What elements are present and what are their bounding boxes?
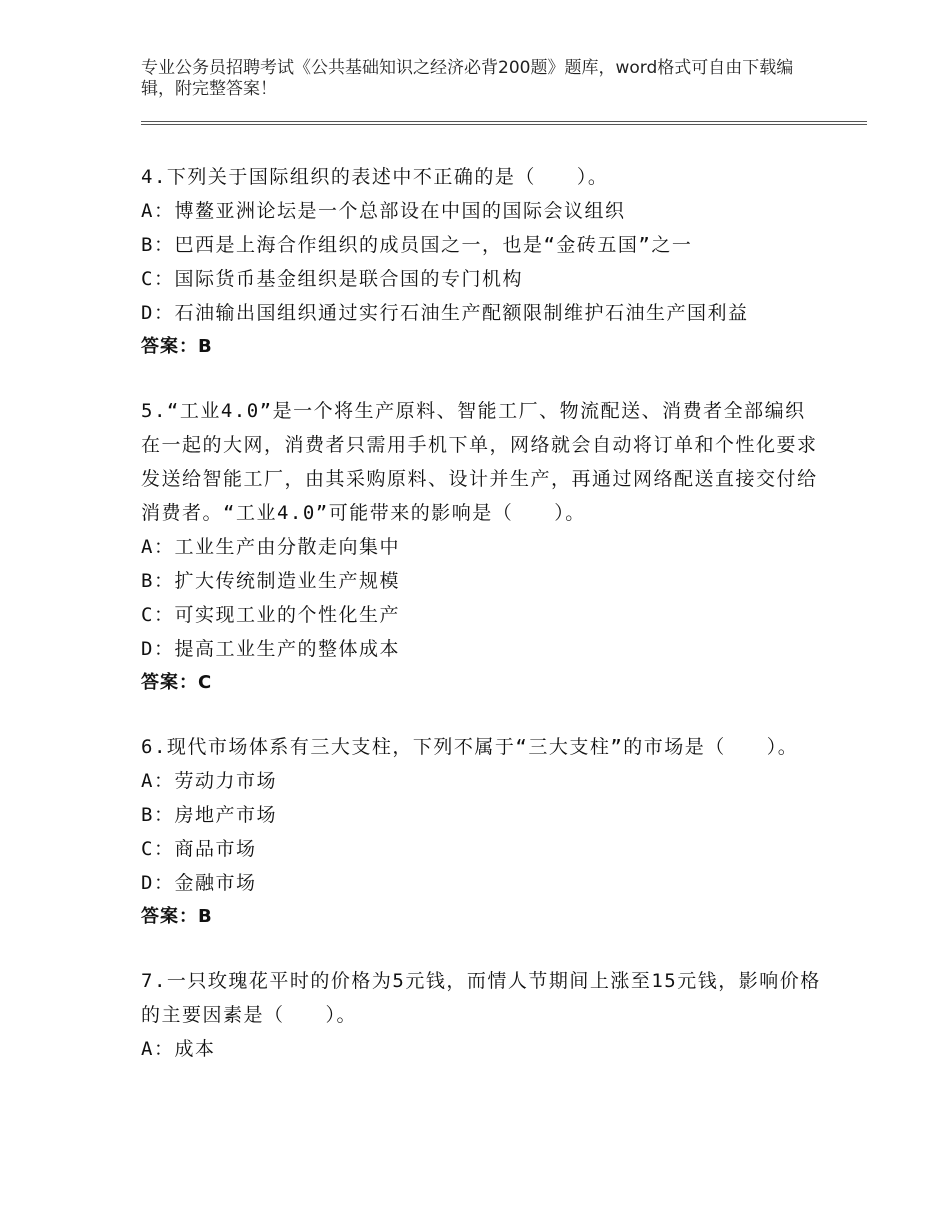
question-6 [141,730,821,934]
question-7 [141,964,821,1066]
answer-label: 答案：B [141,336,213,357]
question-5 [141,394,821,700]
option-b: B：房地产市场 [141,804,277,826]
option-c: C：国际货币基金组织是联合国的专门机构 [141,268,523,290]
header-divider-bottom [141,124,867,125]
option-c: C：可实现工业的个性化生产 [141,604,400,626]
question-stem: 6.现代市场体系有三大支柱，下列不属于“三大支柱”的市场是（ ）。 [141,736,799,758]
header-divider-top [141,121,867,122]
document-header: 专业公务员招聘考试《公共基础知识之经济必背200题》题库，word格式可自由下载编辑，附完整答案！ [141,58,794,99]
question-list [141,160,821,1096]
answer-label: 答案：B [141,906,213,927]
question-4 [141,160,821,364]
option-b: B：扩大传统制造业生产规模 [141,570,400,592]
option-a: A：成本 [141,1038,216,1060]
question-stem: 4.下列关于国际组织的表述中不正确的是（ ）。 [141,166,609,188]
option-d: D：金融市场 [141,872,257,894]
option-c: C：商品市场 [141,838,257,860]
option-b: B：巴西是上海合作组织的成员国之一，也是“金砖五国”之一 [141,234,693,256]
answer-label: 答案：C [141,672,213,693]
question-stem: 5.“工业4.0”是一个将生产原料、智能工厂、物流配送、消费者全部编织在一起的大网，消费者只需用手机下单，网络就会自动将订单和个性化要求发送给智能工厂，由其采购原料、设计并生产，再通过网络配送直接交付给消费者。“工业4.0”可能带来的影响是（ ）。 [141,400,818,524]
question-stem: 7.一只玫瑰花平时的价格为5元钱，而情人节期间上涨至15元钱，影响价格的主要因素是（ ）。 [141,970,821,1026]
option-a: A：工业生产由分散走向集中 [141,536,400,558]
option-d: D：石油输出国组织通过实行石油生产配额限制维护石油生产国利益 [141,302,749,324]
option-a: A：博鳌亚洲论坛是一个总部设在中国的国际会议组织 [141,200,626,222]
option-a: A：劳动力市场 [141,770,277,792]
option-d: D：提高工业生产的整体成本 [141,638,400,660]
